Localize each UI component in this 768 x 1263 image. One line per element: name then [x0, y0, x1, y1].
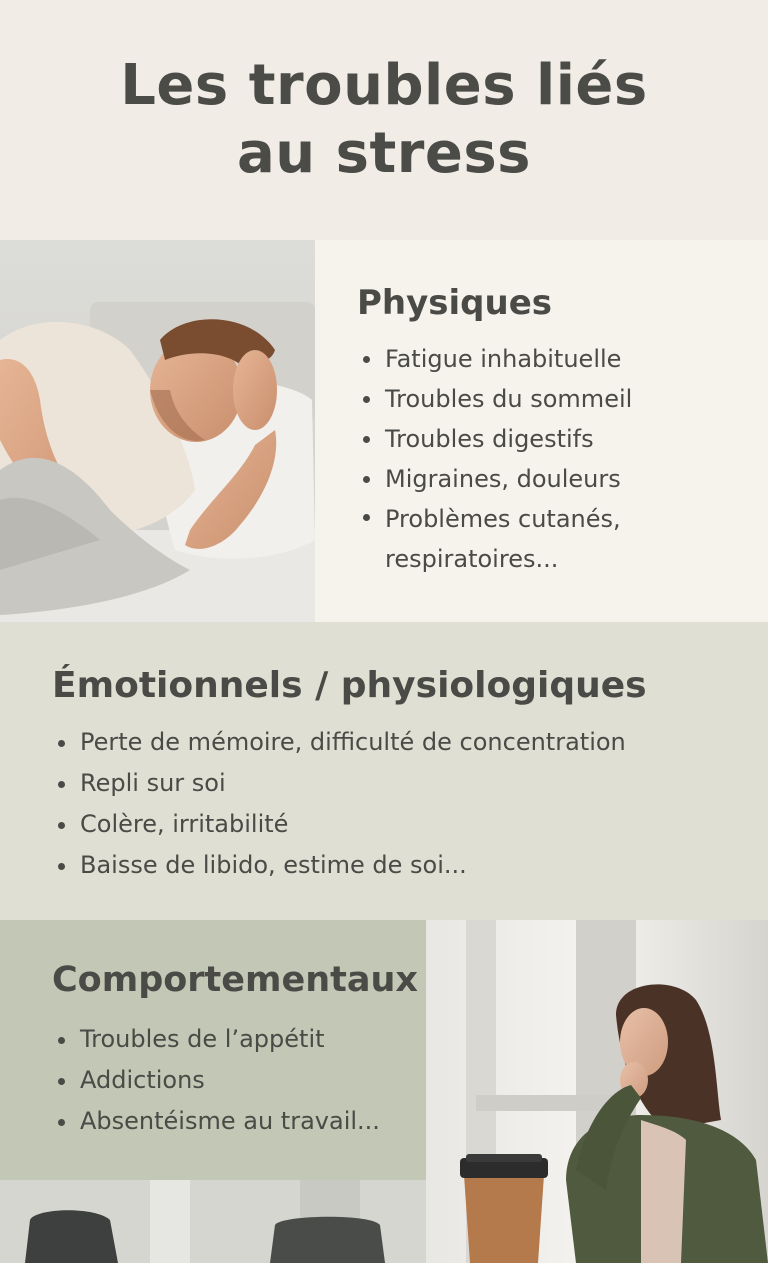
office-chairs-image [0, 1180, 426, 1263]
list-item: Perte de mémoire, difficulté de concentration [54, 722, 754, 763]
physiques-panel [315, 240, 768, 622]
list-item: Colère, irritabilité [54, 804, 754, 845]
list-item: Troubles du sommeil [359, 379, 759, 419]
comportementaux-list [54, 1019, 414, 1142]
page-title-line-2: au stress [236, 121, 531, 186]
list-item: Repli sur soi [54, 763, 754, 804]
list-item: Migraines, douleurs [359, 459, 759, 499]
list-item: Baisse de libido, estime de soi... [54, 845, 754, 886]
page-title [120, 52, 648, 188]
title-band [0, 0, 768, 240]
sleeping-man-image [0, 240, 315, 622]
emotionnels-panel [0, 622, 768, 920]
page-title-line-1: Les troubles liés [120, 53, 648, 118]
list-item: Addictions [54, 1060, 414, 1101]
list-item: Troubles digestifs [359, 419, 759, 459]
emotionnels-heading: Émotionnels / physiologiques [52, 665, 647, 706]
thoughtful-woman-image [426, 920, 768, 1263]
emotionnels-list [54, 722, 754, 886]
list-item: Problèmes cutanés, respiratoires... [359, 499, 759, 579]
list-item: Troubles de l’appétit [54, 1019, 414, 1060]
list-item: Absentéisme au travail... [54, 1101, 414, 1142]
comportementaux-heading: Comportementaux [52, 960, 418, 1000]
physiques-heading: Physiques [357, 283, 553, 323]
physiques-list [359, 339, 759, 579]
list-item: Fatigue inhabituelle [359, 339, 759, 379]
comportementaux-panel [0, 920, 426, 1180]
